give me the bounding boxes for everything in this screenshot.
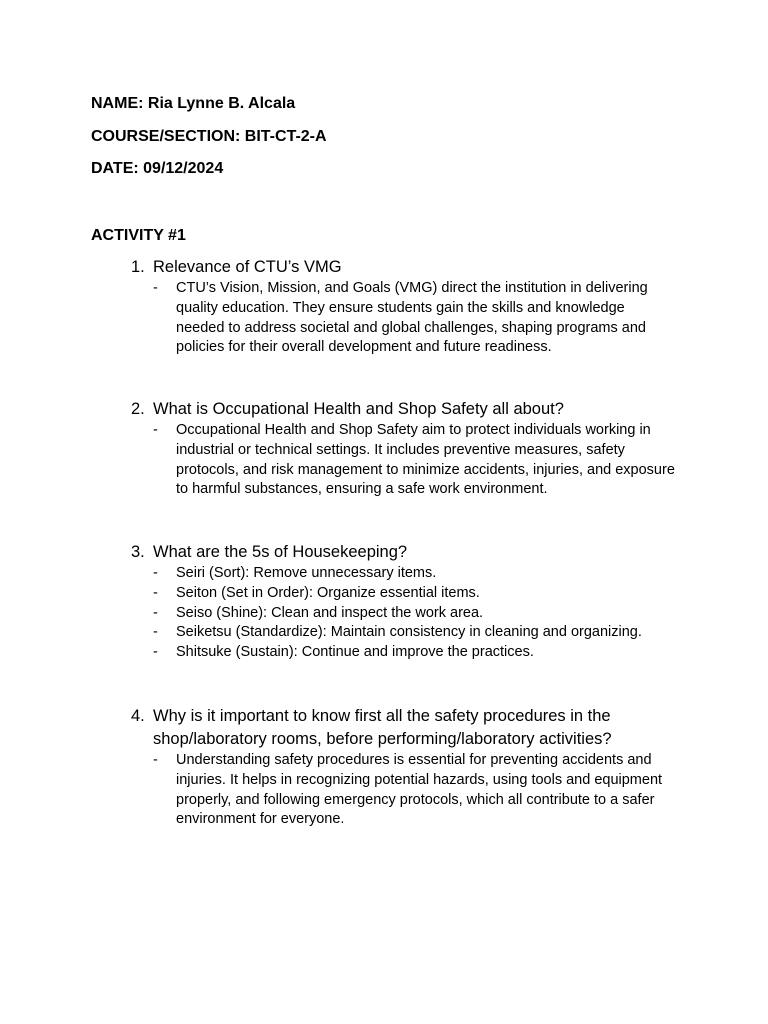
answer-text: CTU’s Vision, Mission, and Goals (VMG) direct the institution in delivering quality education. They ensure students gain the skills and knowledge needed to address societal and global challenges, shaping programs and policies for their overall development and future readiness.	[176, 280, 648, 356]
answer-text: Occupational Health and Shop Safety aim to protect individuals working in industrial or technical settings. It includes preventive measures, safety protocols, and risk management to minimize accidents, injuries, and exposure to harmful substances, ensuring a safe work environment.	[176, 422, 675, 498]
question-4	[0, 705, 768, 830]
question-1	[0, 256, 768, 358]
date-line: DATE: 09/12/2024	[91, 160, 224, 177]
list-item	[0, 421, 768, 500]
question-number: 2.	[131, 400, 145, 418]
answer-list	[0, 564, 768, 663]
activity-title: ACTIVITY #1	[91, 227, 186, 244]
question-number: 4.	[131, 707, 145, 725]
list-item	[0, 584, 768, 604]
dash-marker: -	[153, 584, 158, 601]
dash-marker: -	[153, 565, 158, 581]
question-text: Relevance of CTU’s VMG	[153, 258, 342, 276]
question-heading	[0, 256, 768, 279]
answer-text: Seiton (Set in Order): Organize essential items.	[176, 584, 480, 601]
dash-marker: -	[153, 644, 158, 661]
list-item	[0, 623, 768, 643]
question-3	[0, 541, 768, 663]
dash-marker: -	[153, 280, 158, 296]
list-item	[0, 279, 768, 358]
dash-marker: -	[153, 422, 158, 438]
answer-text: Shitsuke (Sustain): Continue and improve the practices.	[176, 644, 534, 661]
question-text: Why is it important to know first all the safety procedures in the shop/laboratory rooms, before performing/laboratory activities?	[153, 707, 612, 748]
list-item	[0, 643, 768, 663]
question-heading	[0, 705, 768, 751]
question-text: What is Occupational Health and Shop Safety all about?	[153, 400, 564, 418]
course-section: COURSE/SECTION: BIT-CT-2-A	[91, 128, 327, 145]
answer-list	[0, 751, 768, 830]
list-item	[0, 751, 768, 830]
answer-text: Understanding safety procedures is essential for preventing accidents and injuries. It helps in recognizing potential hazards, using tools and equipment properly, and following emergency protocols, which all contribute to a safer environment for everyone.	[176, 752, 663, 828]
student-name: NAME: Ria Lynne B. Alcala	[91, 95, 296, 112]
list-item	[0, 604, 768, 624]
dash-marker: -	[153, 624, 158, 641]
answer-text: Seiso (Shine): Clean and inspect the work area.	[176, 604, 484, 621]
question-number: 3.	[131, 543, 145, 561]
question-number: 1.	[131, 258, 145, 276]
question-heading	[0, 541, 768, 564]
answer-text: Seiketsu (Standardize): Maintain consistency in cleaning and organizing.	[176, 624, 642, 641]
question-text: What are the 5s of Housekeeping?	[153, 543, 408, 561]
list-item	[0, 564, 768, 584]
question-heading	[0, 398, 768, 421]
question-2	[0, 398, 768, 500]
answer-list	[0, 279, 768, 358]
dash-marker: -	[153, 752, 158, 768]
dash-marker: -	[153, 604, 158, 621]
answer-text: Seiri (Sort): Remove unnecessary items.	[176, 565, 437, 581]
answer-list	[0, 421, 768, 500]
